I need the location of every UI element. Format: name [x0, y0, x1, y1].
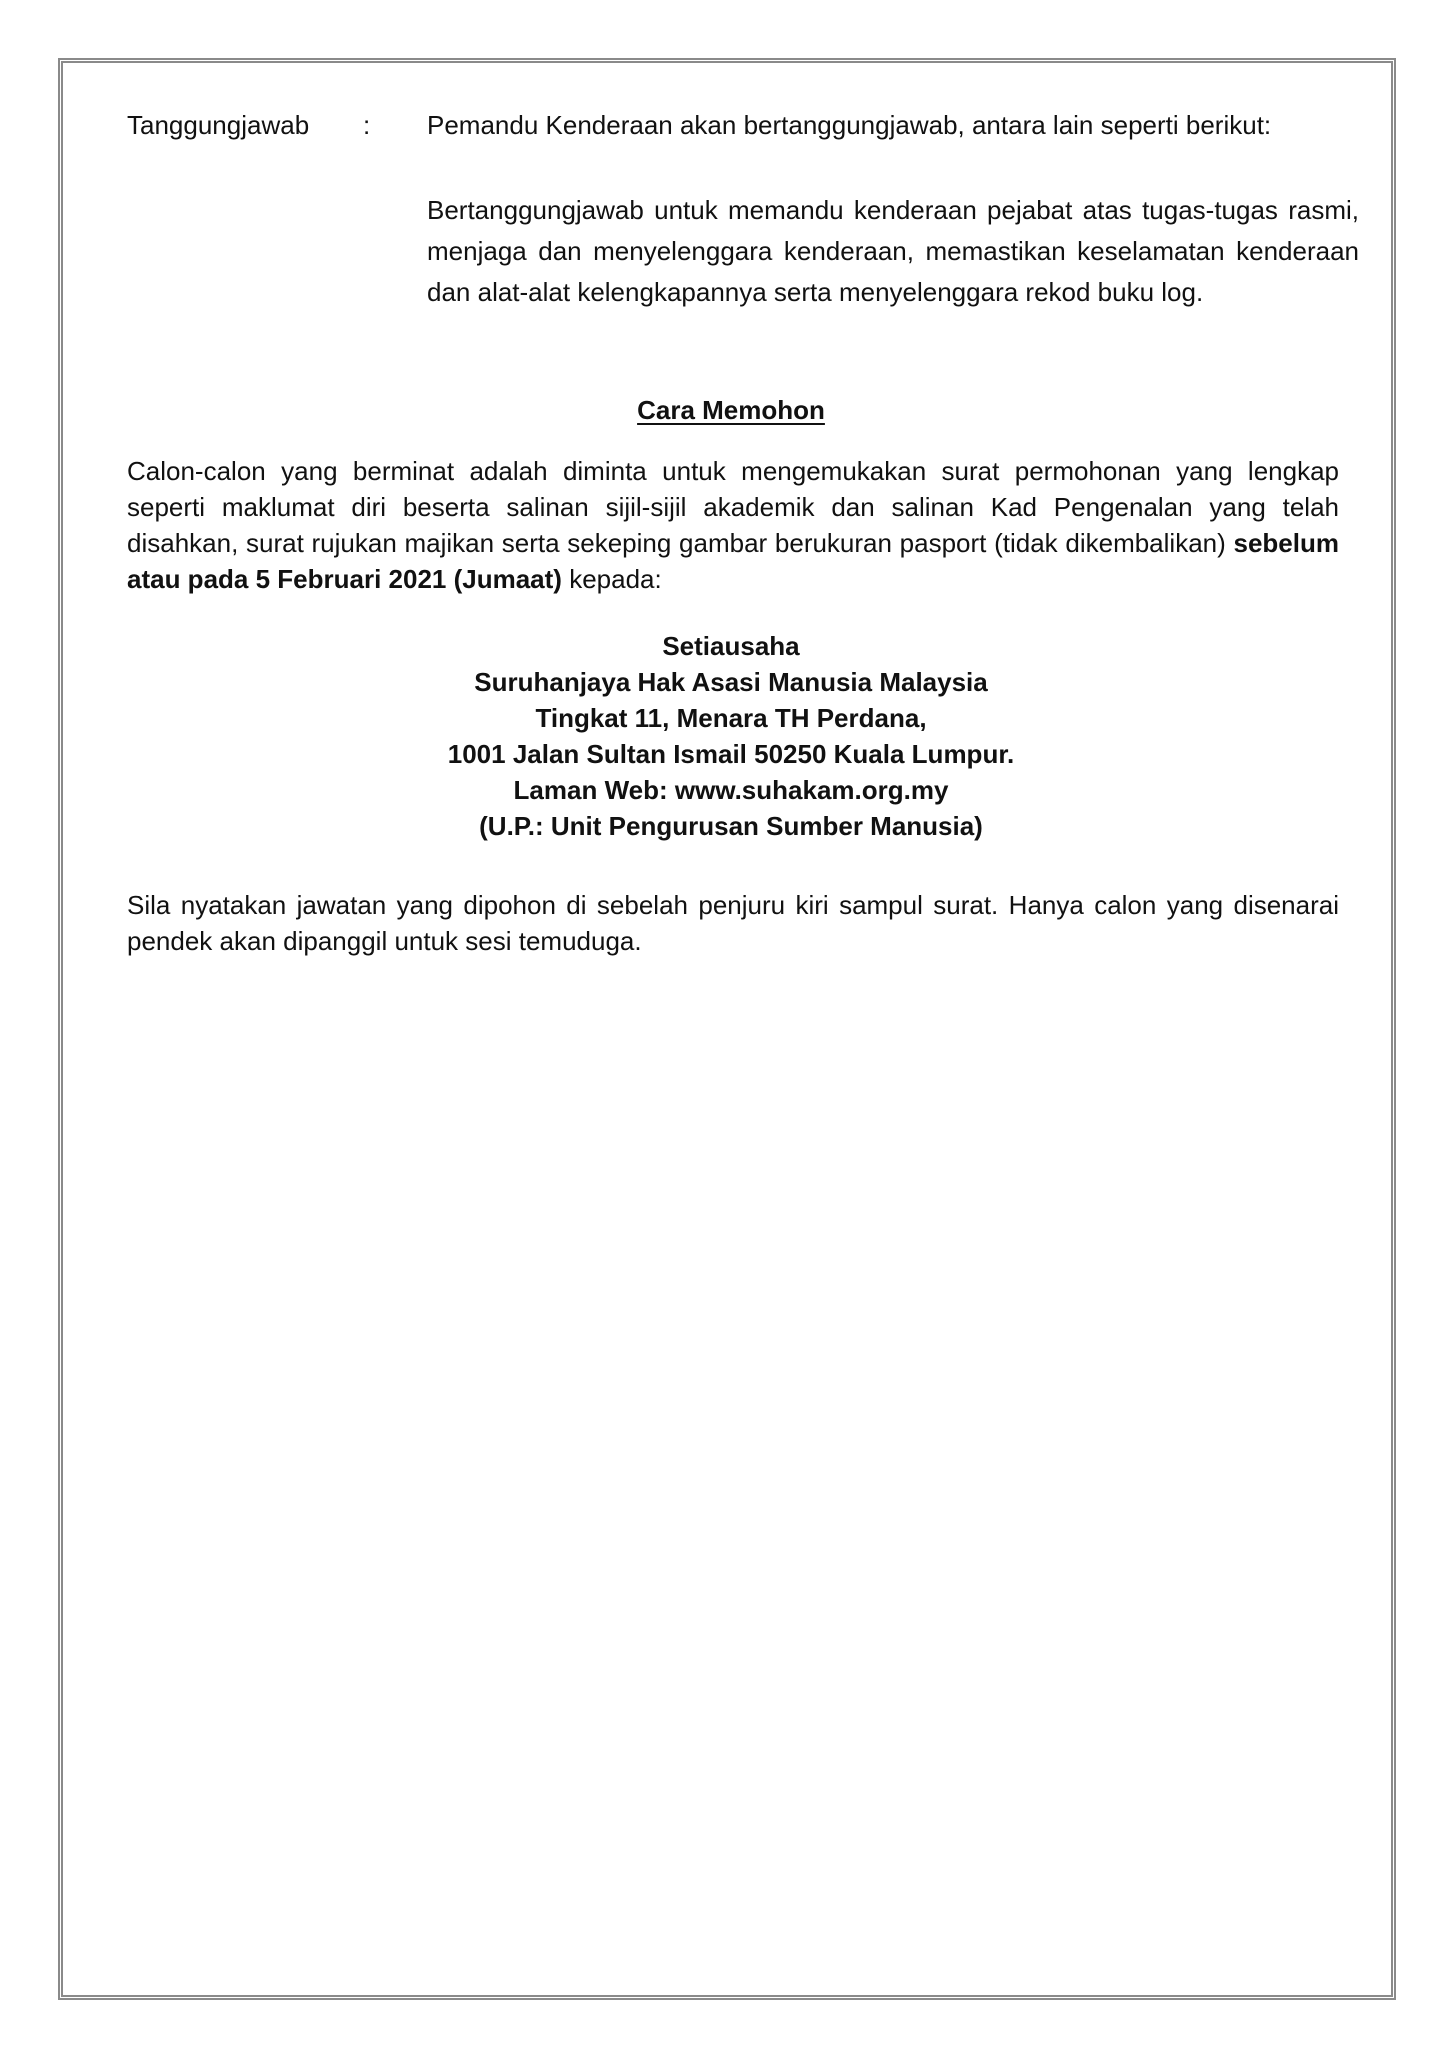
- responsibility-intro: Pemandu Kenderaan akan bertanggungjawab, antara lain seperti berikut:: [427, 110, 1272, 140]
- application-paragraph-start: Calon-calon yang berminat adalah diminta untuk mengemukakan surat permohonan yang lengkap seperti maklumat diri beserta salinan sijil-sijil akademik dan salinan Kad Pengenalan yang telah disahkan, surat rujukan majikan serta sekeping gambar berukuran pasport (tidak dikembalikan): [127, 456, 1339, 558]
- application-deadline: sebelum atau pada 5 Februari 2021 (Jumaat): [127, 528, 1339, 594]
- mailing-address: [63, 628, 1399, 844]
- address-line-website: Laman Web: www.suhakam.org.my: [513, 775, 949, 805]
- application-paragraph-end: kepada:: [569, 564, 662, 594]
- address-line-building: Tingkat 11, Menara TH Perdana,: [535, 703, 927, 733]
- address-line-organisation: Suruhanjaya Hak Asasi Manusia Malaysia: [474, 667, 988, 697]
- address-line-attention: (U.P.: Unit Pengurusan Sumber Manusia): [479, 811, 983, 841]
- page-border: [58, 58, 1396, 2000]
- responsibility-detail: Bertanggungjawab untuk memandu kenderaan pejabat atas tugas-tugas rasmi, menjaga dan menyelenggara kenderaan, memastikan keselamatan kenderaan dan alat-alat kelengkapannya serta menyelenggara rekod buku log.: [427, 195, 1359, 307]
- application-paragraph: [127, 453, 1339, 597]
- address-line-street: 1001 Jalan Sultan Ismail 50250 Kuala Lumpur.: [447, 739, 1015, 769]
- address-line-recipient: Setiausaha: [662, 631, 800, 661]
- responsibility-label: Tanggungjawab: [127, 110, 310, 140]
- section-heading-cara-memohon: Cara Memohon: [637, 395, 825, 425]
- responsibility-colon: :: [363, 110, 371, 140]
- closing-paragraph: Sila nyatakan jawatan yang dipohon di sebelah penjuru kiri sampul surat. Hanya calon yang disenarai pendek akan dipanggil untuk sesi temuduga.: [127, 890, 1339, 956]
- responsibility-row: [127, 105, 1427, 145]
